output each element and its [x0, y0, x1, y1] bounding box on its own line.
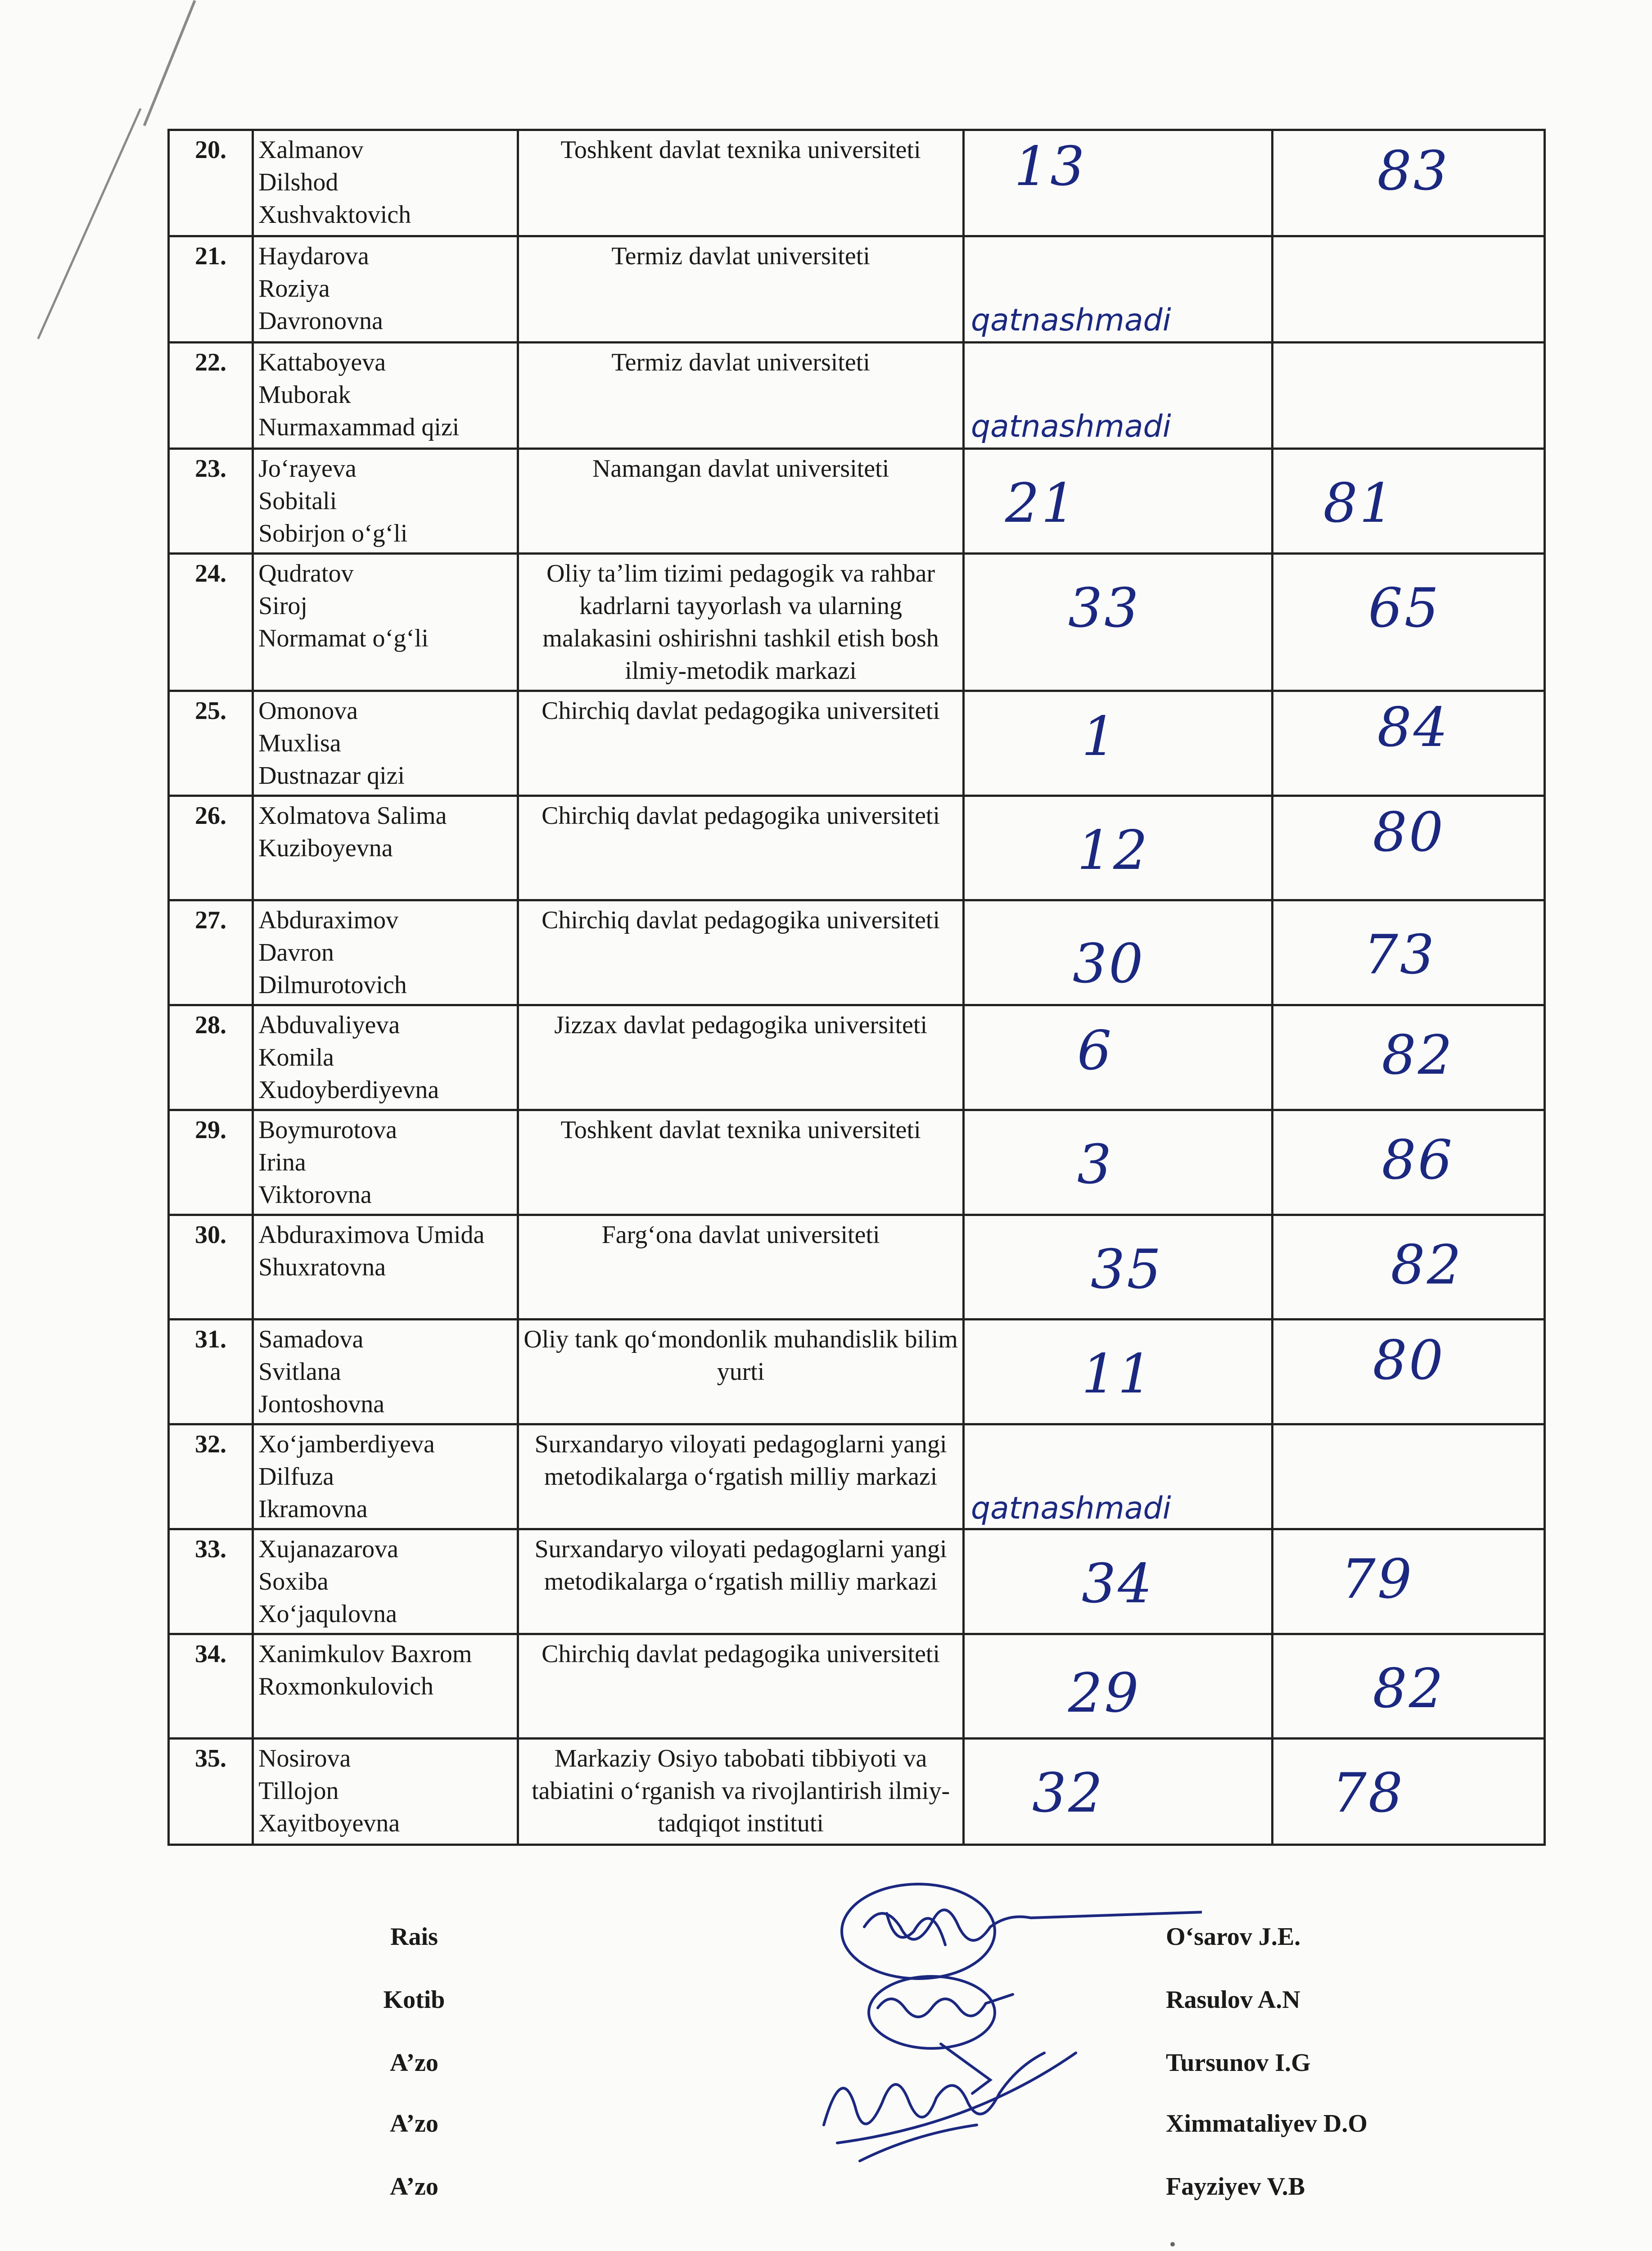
table-row [169, 1424, 1545, 1529]
committee-member-name: Rasulov A.N [1166, 1986, 1300, 2014]
name-line: Xo‘jamberdiyeva [258, 1430, 435, 1458]
name-line: Kattaboyeva [258, 348, 386, 376]
handwritten-value-1: 34 [1081, 1553, 1154, 1615]
participant-name [253, 1529, 518, 1634]
scan-artifact [1170, 2242, 1175, 2246]
participant-name [253, 796, 518, 900]
handwritten-value-2: 82 [1381, 1024, 1454, 1087]
name-line: Xanimkulov Baxrom [258, 1640, 472, 1668]
handwritten-value-2-cell [1273, 236, 1545, 343]
committee-role: A’zo [390, 2110, 438, 2138]
table-row [169, 130, 1545, 236]
name-line: Haydarova [258, 242, 369, 270]
handwritten-value-1-cell [963, 1634, 1273, 1739]
row-number: 22. [169, 343, 253, 449]
name-line: Dilmurotovich [258, 971, 407, 999]
table-row [169, 1110, 1545, 1215]
participant-name [253, 1424, 518, 1529]
organization: Termiz davlat universiteti [518, 236, 963, 343]
name-line: Dustnazar qizi [258, 762, 405, 790]
participant-name [253, 449, 518, 554]
committee-role: Kotib [383, 1986, 445, 2014]
name-line: Normamat o‘g‘li [258, 624, 429, 652]
name-line: Tillojon [258, 1777, 339, 1805]
organization: Chirchiq davlat pedagogika universiteti [518, 796, 963, 900]
handwritten-value-2-cell [1273, 130, 1545, 236]
name-line: Davronovna [258, 307, 383, 335]
name-line: Shuxratovna [258, 1253, 386, 1281]
handwritten-value-1: 6 [1077, 1020, 1114, 1082]
name-line: Abduraximova Umida [258, 1221, 485, 1249]
handwritten-signatures [806, 1873, 1202, 2188]
organization: Chirchiq davlat pedagogika universiteti [518, 691, 963, 796]
participant-name [253, 691, 518, 796]
row-number: 24. [169, 554, 253, 691]
participant-name [253, 343, 518, 449]
handwritten-value-1-cell [963, 796, 1273, 900]
handwritten-value-1-cell [963, 236, 1273, 343]
table-row [169, 1634, 1545, 1739]
table-row [169, 449, 1545, 554]
handwritten-value-1-cell [963, 1110, 1273, 1215]
absent-note: qatnashmadi [970, 303, 1171, 338]
row-number: 23. [169, 449, 253, 554]
name-line: Omonova [258, 697, 358, 725]
handwritten-value-2: 80 [1372, 801, 1445, 864]
name-line: Nosirova [258, 1745, 351, 1772]
organization: Surxandaryo viloyati pedagoglarni yangi metodikalarga o‘rgatish milliy markazi [518, 1529, 963, 1634]
handwritten-value-2: 78 [1332, 1762, 1405, 1825]
handwritten-value-1: 32 [1032, 1762, 1105, 1825]
handwritten-value-2-cell [1273, 343, 1545, 449]
organization: Chirchiq davlat pedagogika universiteti [518, 1634, 963, 1739]
handwritten-value-1-cell [963, 449, 1273, 554]
name-line: Soxiba [258, 1568, 329, 1596]
handwritten-value-2-cell [1273, 1529, 1545, 1634]
table-row [169, 796, 1545, 900]
organization: Toshkent davlat texnika universiteti [518, 130, 963, 236]
handwritten-value-2-cell [1273, 900, 1545, 1005]
handwritten-value-1-cell [963, 1424, 1273, 1529]
name-line: Boymurotova [258, 1116, 397, 1144]
handwritten-value-1: 3 [1077, 1134, 1114, 1196]
table-row [169, 554, 1545, 691]
name-line: Sobirjon o‘g‘li [258, 520, 408, 547]
table-row [169, 1739, 1545, 1845]
committee-member-name: O‘sarov J.E. [1166, 1923, 1301, 1951]
organization: Chirchiq davlat pedagogika universiteti [518, 900, 963, 1005]
committee-member-name: Tursunov I.G [1166, 2049, 1311, 2077]
handwritten-value-2-cell [1273, 691, 1545, 796]
name-line: Muborak [258, 381, 351, 409]
handwritten-value-2: 82 [1390, 1234, 1463, 1297]
participant-name [253, 1005, 518, 1110]
handwritten-value-2-cell [1273, 1110, 1545, 1215]
name-line: Xujanazarova [258, 1535, 398, 1563]
organization: Surxandaryo viloyati pedagoglarni yangi metodikalarga o‘rgatish milliy markazi [518, 1424, 963, 1529]
organization: Namangan davlat universiteti [518, 449, 963, 554]
handwritten-value-2: 65 [1368, 577, 1441, 640]
organization: Oliy tank qo‘mondonlik muhandislik bilim yurti [518, 1320, 963, 1424]
row-number: 30. [169, 1215, 253, 1320]
name-line: Svitlana [258, 1358, 341, 1386]
handwritten-value-1: 21 [1005, 472, 1078, 535]
name-line: Sobitali [258, 487, 337, 515]
row-number: 31. [169, 1320, 253, 1424]
name-line: Kuziboyevna [258, 834, 393, 862]
name-line: Jontoshovna [258, 1390, 385, 1418]
handwritten-value-1: 35 [1090, 1239, 1163, 1301]
committee-member-name: Fayziyev V.B [1166, 2173, 1305, 2201]
handwritten-value-1: 1 [1081, 705, 1118, 768]
name-line: Dilshod [258, 168, 339, 196]
name-line: Ikramovna [258, 1495, 368, 1523]
handwritten-value-2-cell [1273, 554, 1545, 691]
handwritten-value-1: 33 [1068, 577, 1141, 640]
organization: Farg‘ona davlat universiteti [518, 1215, 963, 1320]
participant-name [253, 130, 518, 236]
organization: Markaziy Osiyo tabobati tibbiyoti va tabiatini o‘rganish va rivojlantirish ilmiy-tadqiqot instituti [518, 1739, 963, 1845]
name-line: Xolmatova Salima [258, 802, 447, 830]
row-number: 35. [169, 1739, 253, 1845]
name-line: Komila [258, 1044, 334, 1071]
row-number: 34. [169, 1634, 253, 1739]
table-row [169, 1005, 1545, 1110]
participant-name [253, 1320, 518, 1424]
handwritten-value-2: 84 [1377, 696, 1450, 759]
handwritten-value-2-cell [1273, 1320, 1545, 1424]
table-row [169, 900, 1545, 1005]
handwritten-value-1-cell [963, 130, 1273, 236]
handwritten-value-2: 82 [1372, 1658, 1445, 1720]
handwritten-value-2: 81 [1323, 472, 1396, 535]
handwritten-value-2: 83 [1377, 140, 1450, 203]
participant-name [253, 236, 518, 343]
name-line: Abduraximov [258, 906, 399, 934]
name-line: Qudratov [258, 560, 354, 588]
row-number: 25. [169, 691, 253, 796]
name-line: Nurmaxammad qizi [258, 413, 460, 441]
handwritten-value-1-cell [963, 1529, 1273, 1634]
name-line: Irina [258, 1148, 306, 1176]
row-number: 27. [169, 900, 253, 1005]
handwritten-value-1-cell [963, 900, 1273, 1005]
handwritten-value-1-cell [963, 1320, 1273, 1424]
table-row [169, 343, 1545, 449]
row-number: 29. [169, 1110, 253, 1215]
name-line: Xayitboyevna [258, 1809, 400, 1837]
participant-name [253, 1634, 518, 1739]
handwritten-value-1: 11 [1081, 1343, 1154, 1406]
handwritten-value-1-cell [963, 691, 1273, 796]
name-line: Roziya [258, 275, 330, 303]
handwritten-value-2-cell [1273, 1634, 1545, 1739]
handwritten-value-1-cell [963, 554, 1273, 691]
name-line: Siroj [258, 592, 307, 620]
handwritten-value-1-cell [963, 1215, 1273, 1320]
row-number: 28. [169, 1005, 253, 1110]
participant-name [253, 1739, 518, 1845]
handwritten-value-2-cell [1273, 796, 1545, 900]
results-table [167, 129, 1546, 1846]
participant-name [253, 1110, 518, 1215]
participant-name [253, 554, 518, 691]
table-row [169, 1529, 1545, 1634]
row-number: 33. [169, 1529, 253, 1634]
handwritten-value-2: 80 [1372, 1329, 1445, 1392]
absent-note: qatnashmadi [970, 1491, 1171, 1526]
committee-role: A’zo [390, 2173, 438, 2201]
handwritten-value-1: 29 [1068, 1662, 1141, 1725]
participant-name [253, 1215, 518, 1320]
row-number: 26. [169, 796, 253, 900]
table-row [169, 691, 1545, 796]
name-line: Xushvaktovich [258, 201, 411, 229]
name-line: Abduvaliyeva [258, 1011, 400, 1039]
handwritten-value-2: 73 [1363, 924, 1436, 986]
handwritten-value-2-cell [1273, 1424, 1545, 1529]
signature-block [0, 1904, 1652, 2219]
handwritten-value-1: 12 [1077, 819, 1150, 882]
organization: Jizzax davlat pedagogika universiteti [518, 1005, 963, 1110]
handwritten-value-2-cell [1273, 1005, 1545, 1110]
table-row [169, 1320, 1545, 1424]
handwritten-value-1-cell [963, 1005, 1273, 1110]
handwritten-value-1-cell [963, 343, 1273, 449]
handwritten-value-1: 30 [1072, 933, 1145, 995]
name-line: Jo‘rayeva [258, 455, 357, 483]
handwritten-value-2-cell [1273, 449, 1545, 554]
organization: Termiz davlat universiteti [518, 343, 963, 449]
scan-artifact [143, 0, 196, 126]
handwritten-value-2: 86 [1381, 1129, 1454, 1192]
handwritten-value-2-cell [1273, 1215, 1545, 1320]
handwritten-value-1: 13 [1014, 136, 1087, 198]
name-line: Xalmanov [258, 136, 364, 164]
absent-note: qatnashmadi [970, 409, 1171, 444]
row-number: 20. [169, 130, 253, 236]
table-row [169, 236, 1545, 343]
name-line: Muxlisa [258, 729, 341, 757]
name-line: Davron [258, 939, 334, 967]
row-number: 32. [169, 1424, 253, 1529]
handwritten-value-1-cell [963, 1739, 1273, 1845]
handwritten-value-2: 79 [1341, 1548, 1414, 1611]
row-number: 21. [169, 236, 253, 343]
scan-artifact [37, 108, 141, 339]
name-line: Dilfuza [258, 1463, 334, 1491]
handwritten-value-2-cell [1273, 1739, 1545, 1845]
name-line: Viktorovna [258, 1181, 372, 1209]
organization: Oliy ta’lim tizimi pedagogik va rahbar kadrlarni tayyorlash va ularning malakasini oshirishni tashkil etish bosh ilmiy-metodik markazi [518, 554, 963, 691]
name-line: Xudoyberdiyevna [258, 1076, 439, 1104]
name-line: Samadova [258, 1325, 364, 1353]
committee-member-name: Ximmataliyev D.O [1166, 2110, 1368, 2138]
table-row [169, 1215, 1545, 1320]
name-line: Xo‘jaqulovna [258, 1600, 397, 1628]
committee-role: Rais [390, 1923, 438, 1951]
participant-name [253, 900, 518, 1005]
committee-role: A’zo [390, 2049, 438, 2077]
name-line: Roxmonkulovich [258, 1672, 433, 1700]
organization: Toshkent davlat texnika universiteti [518, 1110, 963, 1215]
